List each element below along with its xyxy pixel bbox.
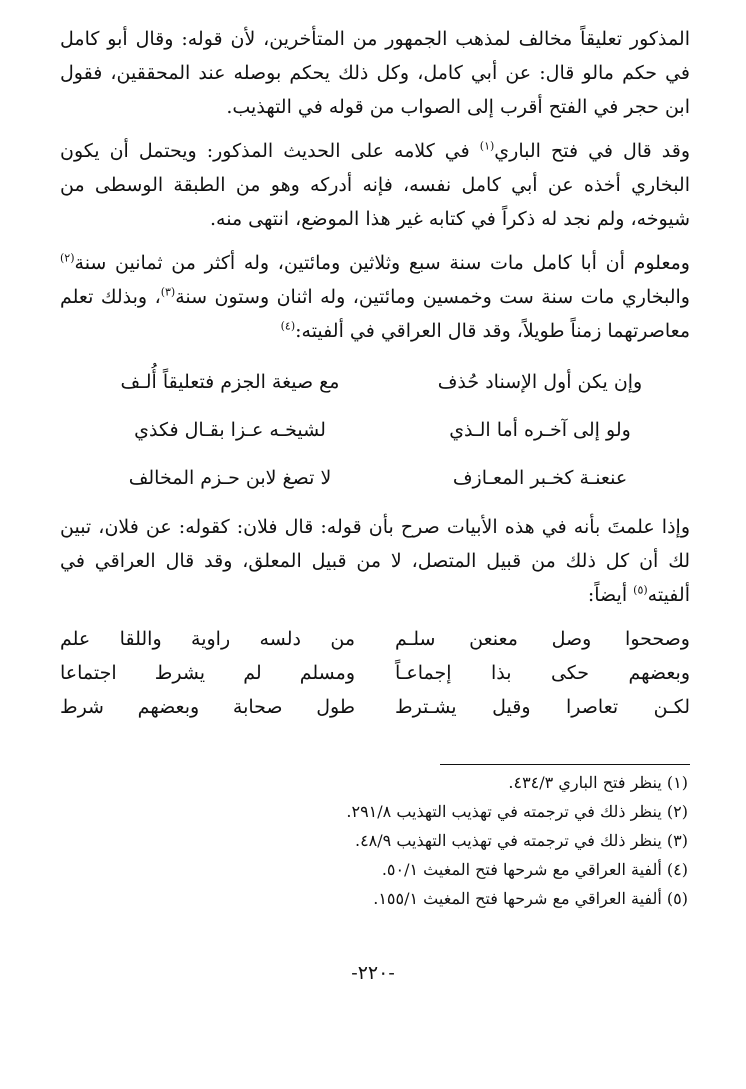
footnote-2: (٢) ينظر ذلك في ترجمته في تهذيب التهذيب ٢٩١/٨. <box>346 802 688 821</box>
verse-line: وبعضهم حكى بذا إجماعـاً <box>395 662 690 684</box>
paragraph-4-text-b: أيضاً: <box>587 584 634 606</box>
verse-line: ولو إلى آخـره أما الـذي <box>449 419 631 441</box>
poem-block-1 <box>100 358 670 502</box>
verse-line: عنعنـة كخـبر المعـازف <box>452 467 628 489</box>
footnote-ref-1: (١) <box>479 139 495 153</box>
paragraph-2 <box>60 134 690 236</box>
footnote-ref-5: (٥) <box>633 583 648 597</box>
paragraph-2-text-a: وقد قال في فتح الباري <box>494 140 690 162</box>
verse-line: وصححوا وصل معنعن سلـم <box>395 628 690 650</box>
footnote-1: (١) ينظر فتح الباري ٤٣٤/٣. <box>508 773 688 792</box>
verse-line: مع صيغة الجزم فتعليقاً أُلـف <box>120 371 340 393</box>
footnotes <box>268 768 688 913</box>
paragraph-2-text-b: في كلامه على الحديث المذكور: ويحتمل أن يكون البخاري أخذه عن أبي كامل نفسه، فإنه أدركه وهو من الطبقة الوسطى من شيوخه، ولم نجد له ذكراً في كتابه غير هذا الموضع، انتهى منه. <box>60 140 690 230</box>
verse-line: ومسلم لم يشرط اجتماعا <box>60 662 355 684</box>
paragraph-3 <box>60 246 690 348</box>
paragraph-3-text-b: والبخاري مات سنة ست وخمسين ومائتين، وله اثنان وستون سنة <box>175 286 690 308</box>
verse-line: طول صحابة وبعضهم شرط <box>60 696 355 718</box>
paragraph-3-text-a: ومعلوم أن أبا كامل مات سنة سبع وثلاثين ومائتين، وله أكثر من ثمانين سنة <box>74 252 690 274</box>
paragraph-1-text: المذكور تعليقاً مخالف لمذهب الجمهور من المتأخرين، لأن قوله: وقال أبو كامل في حكم مالو قال: عن أبي كامل، وكل ذلك يحكم بوصله عند المحققين، فقول ابن حجر في الفتح أقرب إلى الصواب من قوله في التهذيب. <box>60 28 690 118</box>
verse-line: لكـن تعاصرا وقيل يشـترط <box>395 696 690 718</box>
footnote-ref-4: (٤) <box>280 319 296 333</box>
paragraph-1 <box>60 22 690 124</box>
footnote-3: (٣) ينظر ذلك في ترجمته في تهذيب التهذيب ٤٨/٩. <box>354 831 688 850</box>
paragraph-3-text-c: ، وبذلك تعلم معاصرتهما زمناً طويلاً، وقد قال العراقي في ألفيته: <box>60 286 690 342</box>
verse-line: وإن يكن أول الإسناد حُذف <box>437 371 643 393</box>
paragraph-4-text: وإذا علمتَ بأنه في هذه الأبيات صرح بأن قوله: قال فلان: كقوله: عن فلان، تبين لك أن كل ذلك من قبيل المتصل، لا من قبيل المعلق، وقد قال العراقي في ألفيته <box>60 516 690 606</box>
verse-line: لشيخـه عـزا بقـال فكذي <box>134 419 326 441</box>
footnote-ref-3: (٣) <box>160 285 176 299</box>
verse-line: لا تصغ لابن حـزم المخالف <box>128 467 332 489</box>
paragraph-4 <box>60 510 690 612</box>
verse-line: من دلسه راوية واللقا علم <box>60 628 355 650</box>
page-body <box>60 22 690 724</box>
footnote-divider <box>440 764 690 765</box>
footnote-5: (٥) ألفية العراقي مع شرحها فتح المغيث ١٥٥/١. <box>373 889 688 908</box>
footnote-4: (٤) ألفية العراقي مع شرحها فتح المغيث ٥٠/١. <box>381 860 688 879</box>
poem-block-2 <box>60 622 690 724</box>
page-number: -٢٢٠- <box>351 962 395 984</box>
footnote-ref-2: (٢) <box>60 251 75 265</box>
